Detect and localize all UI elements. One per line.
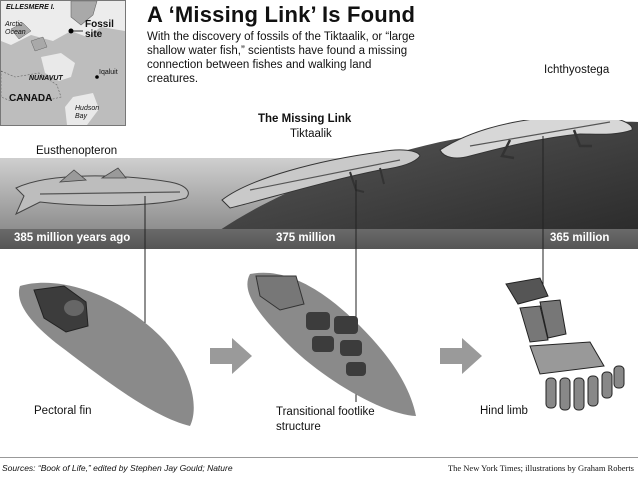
label-ichthyostega: Ichthyostega [544, 64, 610, 76]
arrow-2 [440, 338, 482, 374]
label-missing-link: The Missing Link [258, 113, 352, 125]
map-label-ellesmere: ELLESMERE I. [6, 4, 55, 11]
label-tiktaalik: Tiktaalik [290, 128, 332, 140]
timeline-375: 375 million [276, 232, 336, 244]
intro-text: With the discovery of fossils of the Tiktaalik, or “large shallow water fish,” scientists have found a missing connection between fishes and walking land creatures. [147, 31, 415, 85]
map-label-fossil-site: Fossil site [85, 19, 114, 40]
map-label-nunavut: NUNAVUT [29, 75, 63, 82]
credit-note: The New York Times; illustrations by Graham Roberts [447, 463, 634, 473]
map-label-canada: CANADA [9, 93, 53, 104]
footer-divider [0, 457, 638, 458]
page-title: A ‘Missing Link’ Is Found [147, 2, 416, 27]
timeline-385: 385 million years ago [14, 232, 131, 244]
map-label-iqaluit: Iqaluit [99, 69, 118, 76]
map-label-hudson-bay: Hudson Bay [75, 105, 100, 120]
label-transitional: Transitional footlike structure [276, 406, 375, 433]
timeline-365: 365 million [550, 232, 610, 244]
hind-limb-illustration [506, 278, 624, 410]
label-eusthenopteron: Eusthenopteron [36, 145, 118, 157]
label-hind-limb: Hind limb [480, 405, 528, 417]
arrow-1 [210, 338, 252, 374]
sources-note: Sources: “Book of Life,” edited by Stephen Jay Gould; Nature [2, 463, 233, 473]
map-label-ocean: Arctic Ocean [5, 21, 26, 36]
footlike-structure-illustration [247, 273, 416, 416]
label-pectoral-fin: Pectoral fin [34, 405, 92, 417]
